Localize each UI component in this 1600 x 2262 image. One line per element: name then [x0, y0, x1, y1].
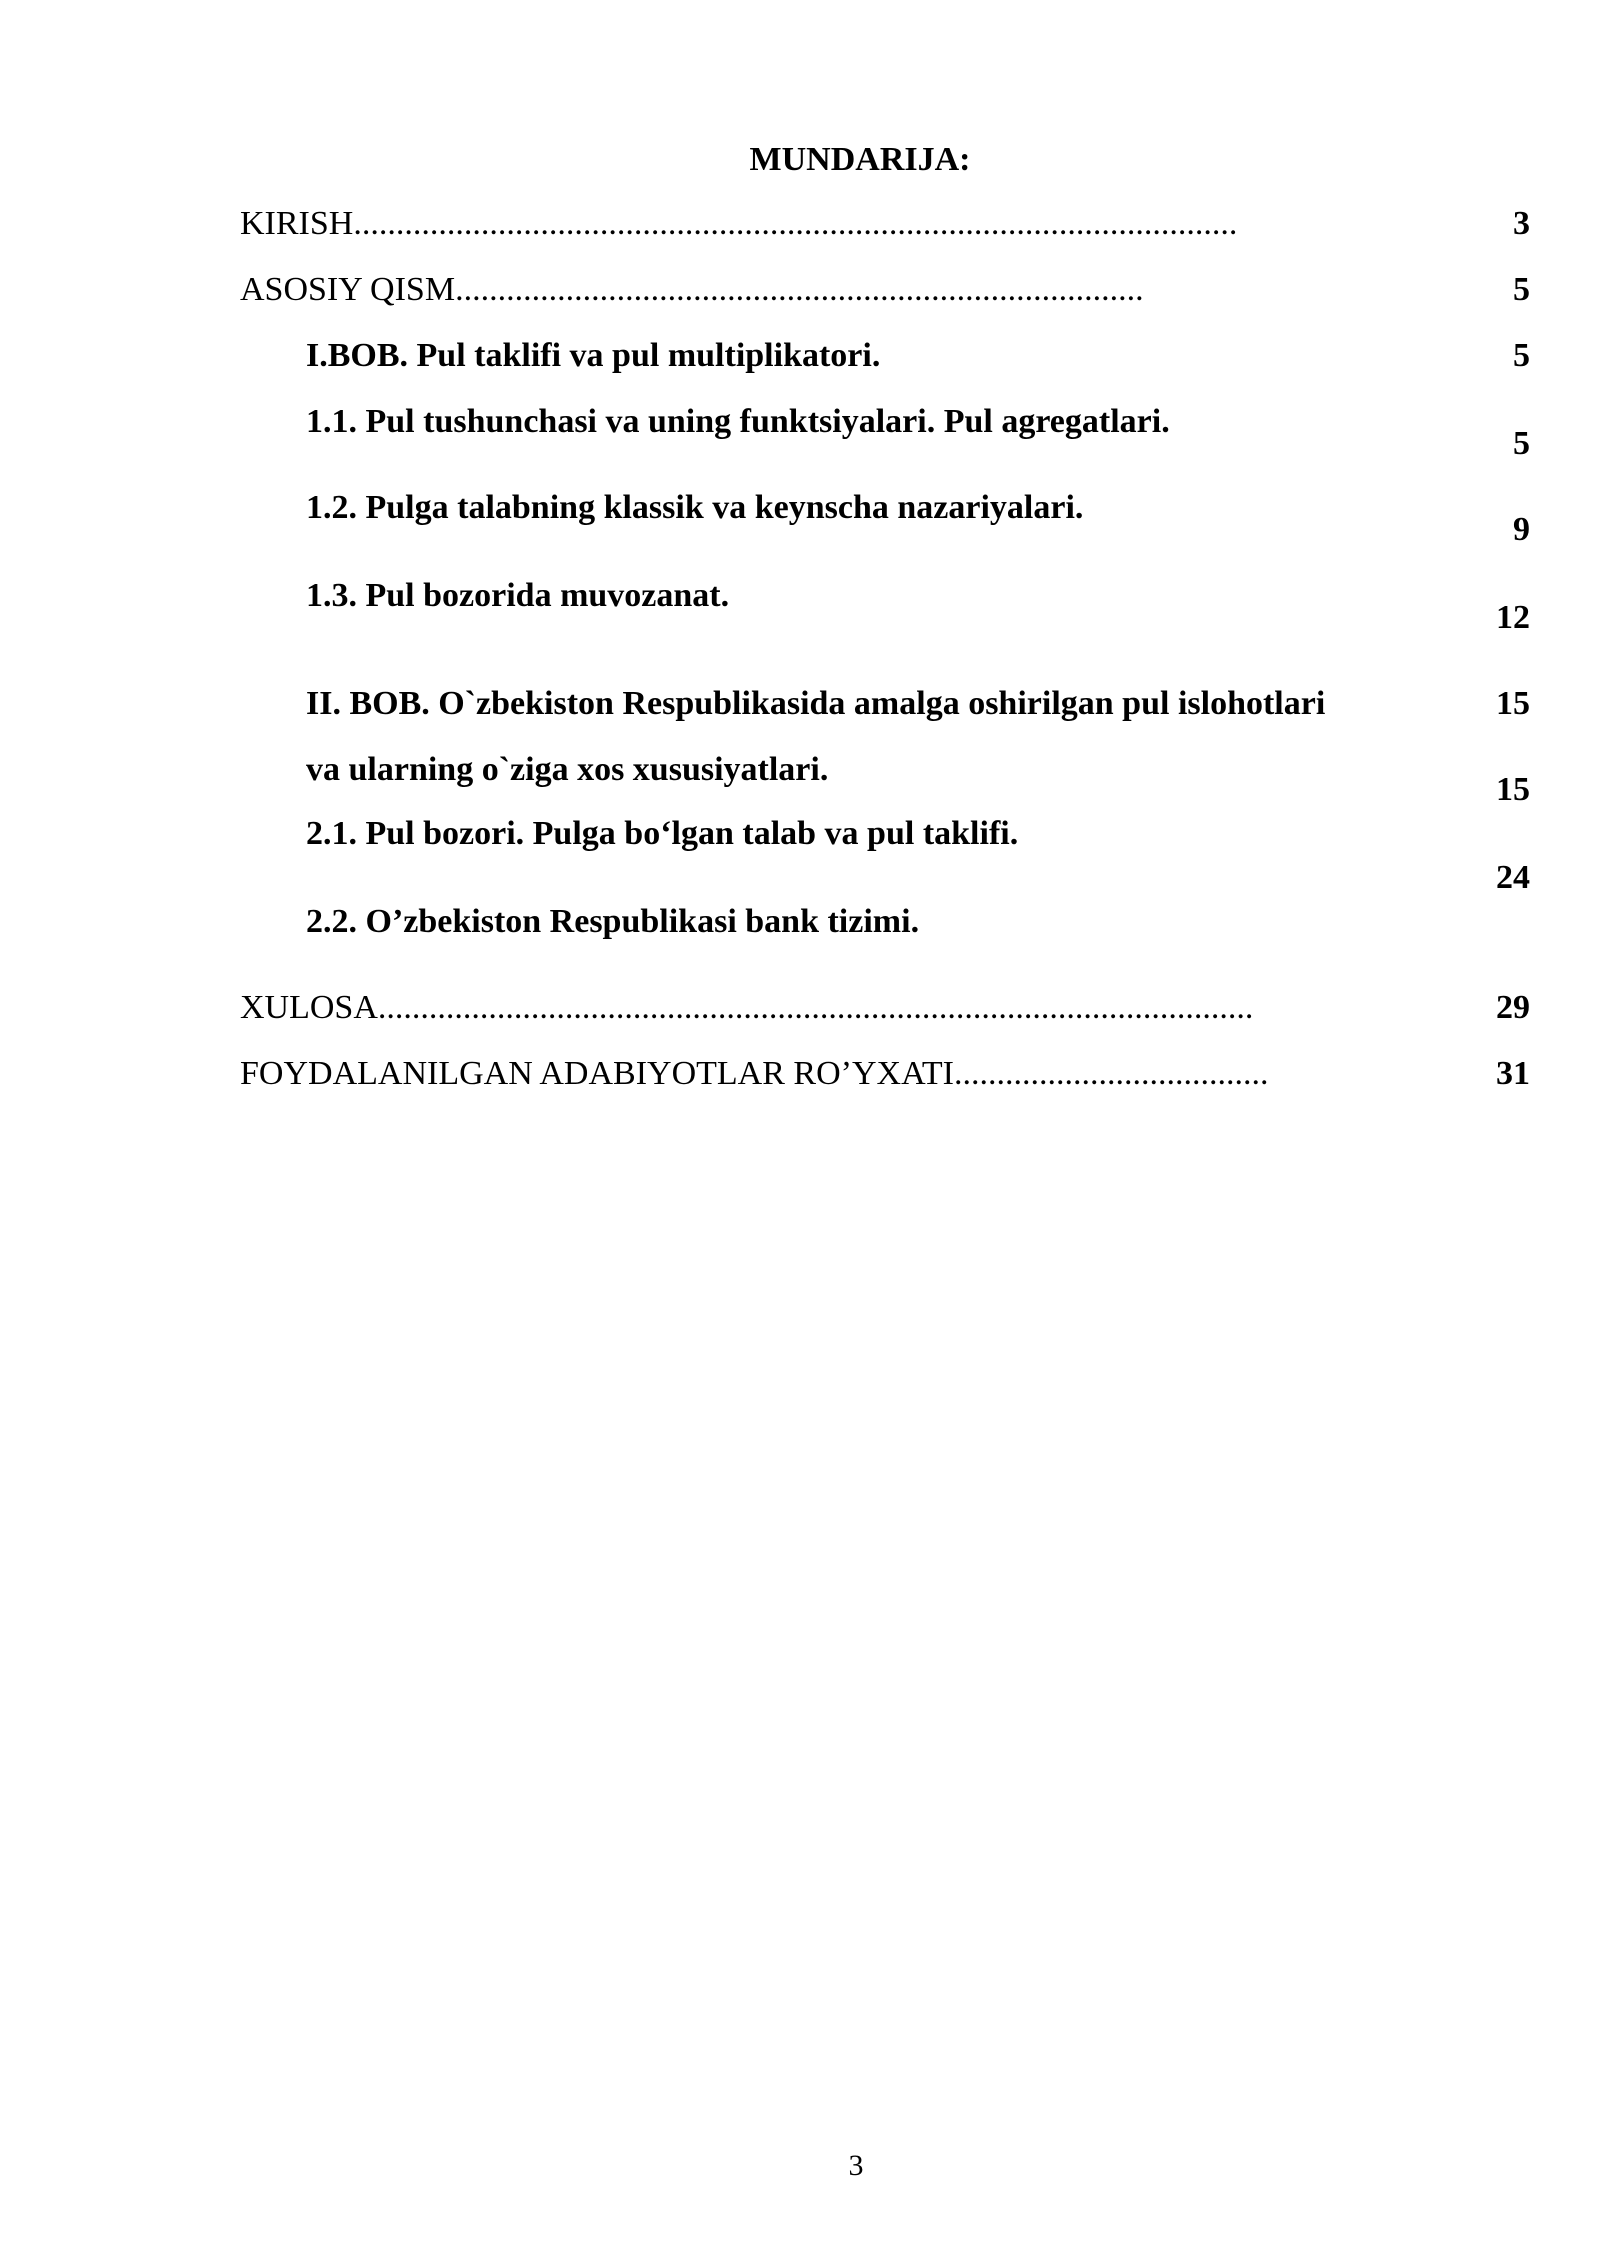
- toc-entry-section-2-1[interactable]: 2.1. Pul bozori. Pulga bo‘lgan talab va pul taklifi.: [306, 815, 1019, 852]
- toc-entry-section-2-2[interactable]: 2.2. O’zbekiston Respublikasi bank tizimi.: [306, 903, 920, 940]
- toc-leader-dots: .......................................................................................................: [377, 989, 1254, 1026]
- toc-entry-asosiy-qism[interactable]: [240, 270, 1144, 310]
- toc-leader-dots: .....................................: [953, 1055, 1269, 1092]
- toc-page-number: 24: [1496, 859, 1530, 896]
- toc-entry-section-1-2[interactable]: 1.2. Pulga talabning klassik va keynscha nazariyalari.: [306, 489, 1084, 526]
- page-number: 3: [848, 2149, 864, 2182]
- toc-entry-chapter-1[interactable]: I.BOB. Pul taklifi va pul multiplikatori.: [306, 337, 881, 374]
- toc-page-number: 5: [1513, 337, 1530, 374]
- toc-leader-dots: ........................................................................................................: [353, 205, 1238, 242]
- toc-entry-label: ASOSIY QISM: [240, 271, 456, 308]
- toc-entry-section-1-1[interactable]: 1.1. Pul tushunchasi va uning funktsiyalari. Pul agregatlari.: [306, 403, 1170, 440]
- toc-page-number: 15: [1496, 771, 1530, 808]
- toc-page-number: 9: [1513, 511, 1530, 548]
- toc-page-number: 5: [1513, 271, 1530, 308]
- toc-page-number: 12: [1496, 599, 1530, 636]
- toc-entry-label: KIRISH: [240, 205, 354, 242]
- toc-entry-label: FOYDALANILGAN ADABIYOTLAR RO’YXATI: [240, 1055, 954, 1092]
- toc-leader-dots: .................................................................................: [455, 271, 1144, 308]
- toc-entry-chapter-2[interactable]: II. BOB. O`zbekiston Respublikasida amalga oshirilgan pul islohotlari: [306, 685, 1326, 722]
- toc-page-number: 31: [1496, 1055, 1530, 1092]
- toc-title: MUNDARIJA:: [749, 141, 971, 178]
- toc-entry-section-1-3[interactable]: 1.3. Pul bozorida muvozanat.: [306, 577, 730, 614]
- toc-page-number: 29: [1496, 989, 1530, 1026]
- toc-page-number: 5: [1513, 425, 1530, 462]
- toc-entry-label: XULOSA: [240, 989, 378, 1026]
- toc-page-number: 3: [1513, 205, 1530, 242]
- toc-entry-chapter-2-continued[interactable]: va ularning o`ziga xos xususiyatlari.: [306, 751, 829, 788]
- toc-entry-kirish[interactable]: [240, 204, 1237, 244]
- toc-entry-xulosa[interactable]: [240, 988, 1253, 1028]
- toc-page-number: 15: [1496, 685, 1530, 722]
- toc-entry-bibliography[interactable]: [240, 1054, 1268, 1094]
